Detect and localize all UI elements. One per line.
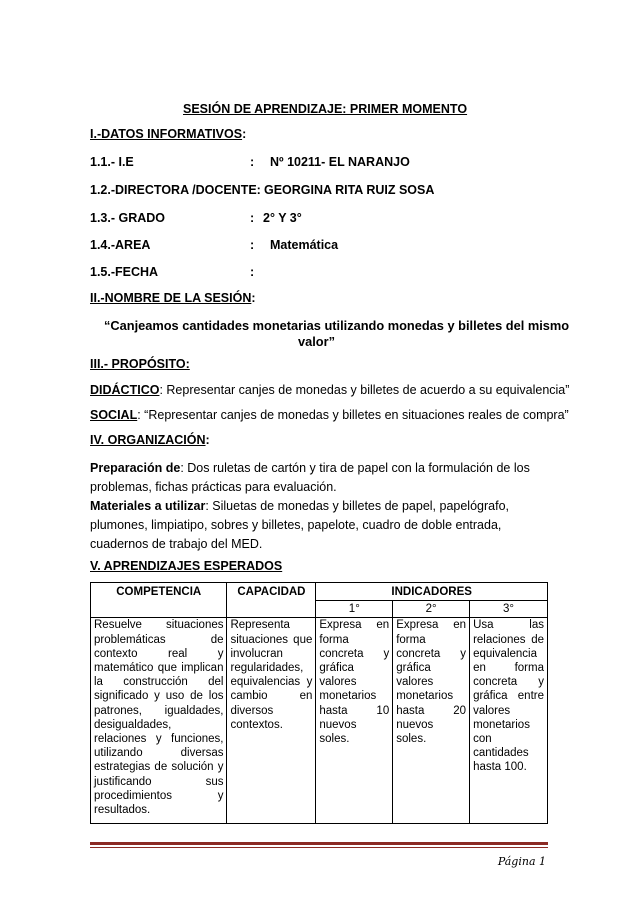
nombre-heading-text: II.-NOMBRE DE LA SESIÓN — [90, 291, 252, 305]
datos-heading-text: I.-DATOS INFORMATIVOS — [90, 127, 243, 141]
footer-rule-thin — [90, 847, 548, 848]
grade-1-header: 1° — [316, 601, 393, 618]
page-number: Página 1 — [497, 855, 546, 868]
header-indicadores: INDICADORES — [316, 583, 548, 601]
materiales-paragraph — [90, 497, 555, 554]
grade-2-header: 2° — [393, 601, 470, 618]
didactico-label: DIDÁCTICO — [90, 383, 160, 397]
section-aprendizajes-heading: V. APRENDIZAJES ESPERADOS — [90, 559, 283, 573]
datos-row-value: Matemática — [270, 238, 339, 252]
footer-rule-thick — [90, 842, 548, 845]
indicador-3-cell: Usa las relaciones de equivalencia en forma concreta y gráfica entre valores monetarios con cantidades hasta 100. — [470, 618, 548, 824]
datos-row-sep: : — [250, 155, 255, 169]
datos-row-value: GEORGINA RITA RUIZ SOSA — [264, 183, 435, 197]
social-line — [90, 408, 569, 422]
organizacion-heading-text: IV. ORGANIZACIÓN — [90, 433, 206, 447]
didactico-text: : Representar canjes de monedas y billetes de acuerdo a su equivalencia” — [159, 383, 570, 397]
materiales-label: Materiales a utilizar — [90, 499, 206, 513]
datos-row-label: 1.3.- GRADO — [90, 211, 166, 225]
section-proposito-heading: III.- PROPÓSITO: — [90, 357, 190, 371]
materiales-text: : Siluetas de monedas y billetes de papel, papelógrafo, plumones, limpiatipo, sobres y billetes, papelote, cuadro de doble entrada, cuadernos de trabajo del MED. — [90, 499, 510, 551]
datos-row-label: 1.5.-FECHA — [90, 265, 159, 279]
capacidad-cell: Representa situaciones que involucran regularidades, equivalencias y cambio en diversos contextos. — [227, 618, 316, 824]
header-capacidad: CAPACIDAD — [227, 583, 316, 618]
nombre-heading-colon: : — [251, 291, 256, 305]
social-label: SOCIAL — [90, 408, 138, 422]
header-competencia: COMPETENCIA — [91, 583, 227, 618]
aprendizajes-table — [90, 582, 548, 824]
datos-row-label: 1.1.- I.E — [90, 155, 134, 169]
section-datos-heading — [90, 127, 246, 141]
datos-row-label: 1.4.-AREA — [90, 238, 151, 252]
datos-heading-colon: : — [242, 127, 247, 141]
session-name-line1: “Canjeamos cantidades monetarias utilizando monedas y billetes del mismo — [104, 318, 570, 333]
grade-3-header: 3° — [470, 601, 548, 618]
indicador-1-cell: Expresa en forma concreta y gráfica valores monetarios hasta 10 nuevos soles. — [316, 618, 393, 824]
preparacion-paragraph — [90, 459, 555, 497]
section-organizacion-heading — [90, 433, 210, 447]
didactico-line — [90, 383, 569, 397]
table-row — [91, 618, 548, 824]
competencia-cell: Resuelve situaciones problemáticas de contexto real y matemático que implican la construcción del significado y uso de los patrones, igualdades, desigualdades, relaciones y funciones, utilizando diversas estrategias de solución y justificando sus procedimientos y resultados. — [91, 618, 227, 824]
datos-row-sep: : — [250, 211, 255, 225]
datos-row-sep: : — [250, 265, 255, 279]
datos-row-sep: : — [250, 238, 255, 252]
section-nombre-heading — [90, 291, 256, 305]
organizacion-heading-colon: : — [205, 433, 210, 447]
session-name-line2: valor” — [298, 334, 335, 349]
table-header-row — [91, 583, 548, 601]
page-title: SESIÓN DE APRENDIZAJE: PRIMER MOMENTO — [183, 102, 468, 116]
preparacion-label: Preparación de — [90, 461, 181, 475]
datos-row-value: Nº 10211- EL NARANJO — [270, 155, 410, 169]
indicador-2-cell: Expresa en forma concreta y gráfica valores monetarios hasta 20 nuevos soles. — [393, 618, 470, 824]
datos-row-value: 2° Y 3° — [263, 211, 302, 225]
datos-row-label: 1.2.-DIRECTORA /DOCENTE: — [90, 183, 261, 197]
social-text: : “Representar canjes de monedas y billetes en situaciones reales de compra” — [137, 408, 569, 422]
preparacion-text: : Dos ruletas de cartón y tira de papel con la formulación de los problemas, fichas prácticas para evaluación. — [90, 461, 530, 494]
